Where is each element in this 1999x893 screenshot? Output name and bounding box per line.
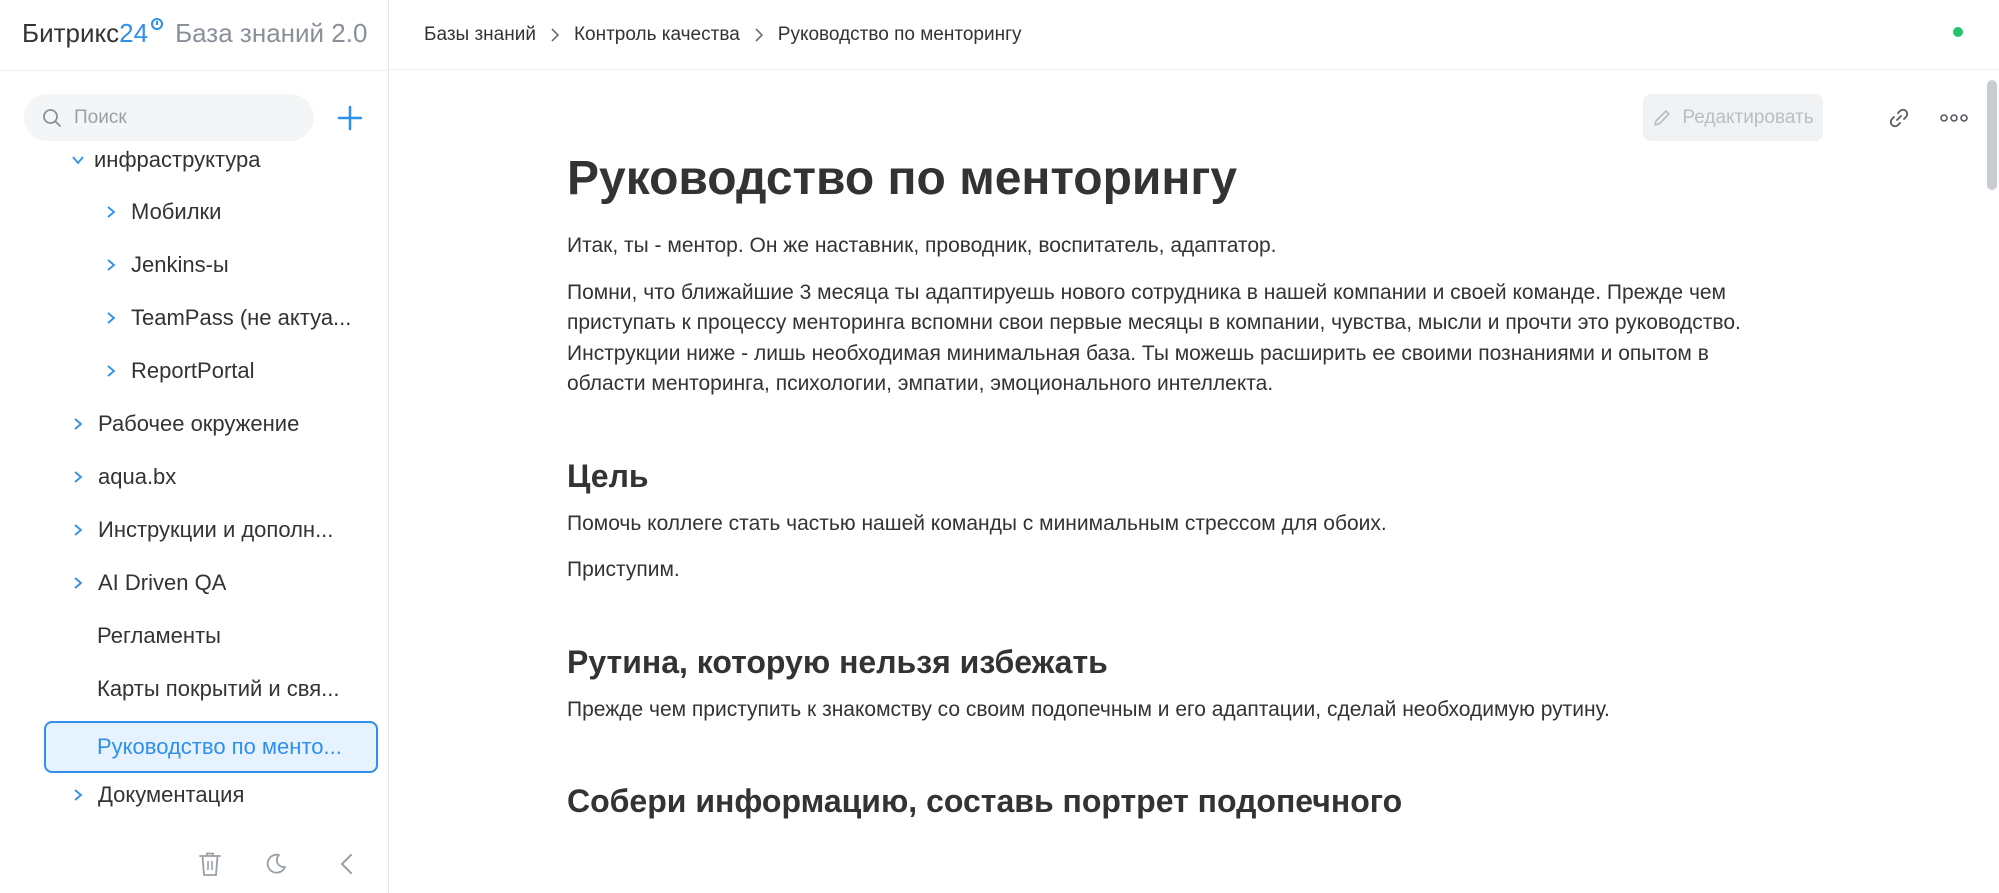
- scrollbar-thumb[interactable]: [1987, 80, 1997, 190]
- more-button[interactable]: [1937, 101, 1971, 135]
- chevron-right-icon: [550, 27, 560, 43]
- search-icon: [42, 108, 62, 128]
- sidebar-item-mobilki[interactable]: [101, 188, 371, 236]
- section-heading: Собери информацию, составь портрет подопечного: [567, 783, 1403, 819]
- chevron-right-icon[interactable]: [101, 255, 121, 275]
- online-status-dot: [1953, 27, 1963, 37]
- search-box[interactable]: [24, 94, 314, 141]
- chevron-right-icon[interactable]: [68, 785, 88, 805]
- link-icon: [1887, 106, 1911, 130]
- sidebar-item-label: Jenkins-ы: [131, 252, 229, 277]
- sidebar-item-label: Мобилки: [131, 199, 222, 224]
- chevron-right-icon[interactable]: [68, 414, 88, 434]
- chevron-down-icon[interactable]: [68, 150, 88, 170]
- sidebar: [0, 0, 389, 893]
- more-icon: [1940, 113, 1968, 123]
- brand-24: 24: [119, 18, 149, 48]
- sidebar-item-label: Рабочее окружение: [98, 411, 300, 436]
- main-paragraph: [567, 278, 1867, 400]
- section-heading: Рутина, которую нельзя избежать: [567, 643, 1108, 680]
- sidebar-item-coverage-maps[interactable]: [97, 665, 367, 713]
- sidebar-item-jenkins[interactable]: [101, 241, 371, 289]
- clock-icon: [151, 18, 163, 30]
- paragraph-line: области менторинга, психологии, эмпатии, эмоционального интеллекта.: [567, 372, 1274, 395]
- collapse-sidebar-button[interactable]: [332, 849, 362, 879]
- breadcrumb-current: Руководство по менторингу: [777, 23, 1022, 45]
- chevron-right-icon: [754, 27, 764, 43]
- breadcrumb: [424, 24, 1022, 46]
- sidebar-item-instructions[interactable]: [68, 506, 368, 554]
- intro-paragraph: Итак, ты - ментор. Он же наставник, проводник, воспитатель, адаптатор.: [567, 234, 1277, 257]
- pencil-icon: [1652, 108, 1672, 128]
- sidebar-footer: [0, 837, 389, 893]
- breadcrumb-item[interactable]: Базы знаний: [424, 23, 536, 45]
- brand-name: Битрикс: [22, 18, 120, 48]
- sidebar-item-label: Регламенты: [97, 623, 221, 648]
- brand-logo[interactable]: [22, 18, 367, 50]
- sidebar-item-documentation[interactable]: [68, 771, 368, 819]
- chevron-right-icon[interactable]: [68, 520, 88, 540]
- search-input[interactable]: [72, 106, 292, 130]
- collapse-icon: [337, 852, 357, 876]
- plus-icon: [337, 105, 363, 131]
- sidebar-item-label: Карты покрытий и свя...: [97, 676, 340, 701]
- sidebar-item-label: AI Driven QA: [98, 570, 227, 595]
- sidebar-item-label: Инструкции и дополн...: [98, 517, 334, 542]
- breadcrumb-item[interactable]: Контроль качества: [573, 23, 740, 45]
- sidebar-item-ai-driven-qa[interactable]: [68, 559, 368, 607]
- sidebar-item-label: инфраструктура: [94, 147, 261, 172]
- add-button[interactable]: [332, 100, 368, 136]
- chevron-right-icon[interactable]: [101, 308, 121, 328]
- sidebar-item-label: Документация: [98, 782, 245, 807]
- sidebar-item-infrastructure[interactable]: [68, 136, 368, 184]
- sidebar-item-teampass[interactable]: [101, 294, 371, 342]
- chevron-right-icon[interactable]: [101, 361, 121, 381]
- sidebar-item-reglaments[interactable]: [97, 612, 367, 660]
- section-paragraph: Прежде чем приступить к знакомству со своим подопечным и его адаптации, сделай необходимую рутину.: [567, 697, 1610, 721]
- sidebar-item-label: ReportPortal: [131, 358, 255, 383]
- chevron-right-icon[interactable]: [68, 467, 88, 487]
- paragraph-line: приступать к процессу менторинга вспомни свои первые месяцы в компании, чувства, мысли и прочти это руководство.: [567, 311, 1741, 334]
- sidebar-item-work-env[interactable]: [68, 400, 368, 448]
- edit-button-label: Редактировать: [1682, 106, 1814, 128]
- trash-button[interactable]: [195, 849, 225, 879]
- chevron-right-icon[interactable]: [101, 202, 121, 222]
- paragraph-line: Помни, что ближайшие 3 месяца ты адаптируешь нового сотрудника в нашей компании и своей команде. Прежде чем: [567, 280, 1726, 304]
- sidebar-item-reportportal[interactable]: [101, 347, 371, 395]
- section-paragraph: Приступим.: [567, 558, 680, 581]
- sidebar-item-mentoring-guide[interactable]: [44, 721, 378, 773]
- moon-icon: [264, 852, 288, 876]
- topbar: [390, 0, 1999, 70]
- main-content: [390, 71, 1999, 893]
- section-paragraph: Помочь коллеге стать частью нашей команды с минимальным стрессом для обоих.: [567, 511, 1387, 535]
- copy-link-button[interactable]: [1882, 101, 1916, 135]
- edit-button[interactable]: [1643, 94, 1823, 141]
- product-name: База знаний 2.0: [175, 18, 368, 48]
- paragraph-line: Инструкции ниже - лишь необходимая минимальная база. Ты можешь расширить ее своими познаниями и опытом в: [567, 341, 1709, 365]
- header-divider: [0, 70, 389, 71]
- document-title: Руководство по менторингу: [567, 152, 1238, 205]
- sidebar-item-label: aqua.bx: [98, 464, 177, 489]
- sidebar-item-label: Руководство по менто...: [97, 734, 342, 759]
- theme-toggle-button[interactable]: [261, 849, 291, 879]
- chevron-right-icon[interactable]: [68, 573, 88, 593]
- sidebar-item-aqua[interactable]: [68, 453, 368, 501]
- document: [567, 149, 1867, 821]
- trash-icon: [198, 851, 222, 877]
- section-heading: Цель: [567, 457, 649, 494]
- sidebar-item-label: TeamPass (не актуа...: [131, 305, 352, 330]
